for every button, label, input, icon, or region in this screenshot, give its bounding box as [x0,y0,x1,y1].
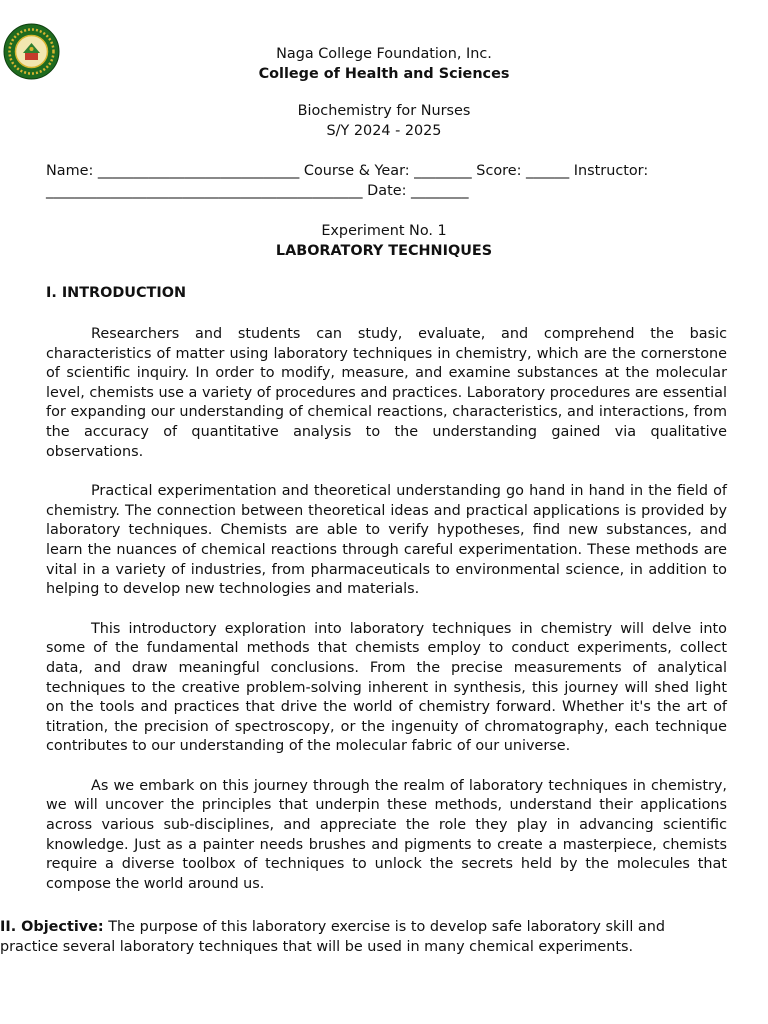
introduction-body [46,325,727,894]
school-year: S/Y 2024 - 2025 [326,122,442,139]
college-name: College of Health and Sciences [258,65,510,82]
objective-text: The purpose of this laboratory exercise is to develop safe laboratory skill and practice several laboratory techniques that will be used in many chemical experiments. [0,919,665,955]
info-line-2: ____________________________________________ Date: ________ [46,182,469,199]
experiment-heading [0,222,768,261]
course-title: Biochemistry for Nurses [297,103,471,120]
info-line-1: Name: ____________________________ Course & Year: ________ Score: ______ Instructor: [46,163,649,179]
institution-name: Naga College Foundation, Inc. [276,46,492,62]
objective-label: II. Objective: [0,919,104,935]
document-header [0,45,768,141]
objective-section [0,918,720,957]
intro-paragraph: This introductory exploration into laboratory techniques in chemistry will delve into some of the fundamental methods that chemists employ to conduct experiments, collect data, and draw meaningful conclusions. From the precise measurements of analytical techniques to the creative problem-solving inherent in synthesis, this journey will shed light on the tools and practices that drive the world of chemistry forward. Whether it's the art of titration, the precision of spectroscopy, or the ingenuity of chromatography, each technique contributes to our understanding of the molecular fabric of our universe. [46,620,727,755]
student-info-fields [46,162,726,201]
introduction-heading: I. INTRODUCTION [46,285,186,301]
experiment-title: LABORATORY TECHNIQUES [275,242,493,259]
experiment-number: Experiment No. 1 [321,223,447,239]
intro-paragraph: As we embark on this journey through the realm of laboratory techniques in chemistry, we will uncover the principles that underpin these methods, understand their applications across various sub-disciplines, and appreciate the role they play in advancing scientific knowledge. Just as a painter needs brushes and pigments to create a masterpiece, chemists require a diverse toolbox of techniques to unlock the secrets held by the molecules that compose the world around us. [46,777,727,892]
intro-paragraph: Researchers and students can study, evaluate, and comprehend the basic characteristics of matter using laboratory techniques in chemistry, which are the cornerstone of scientific inquiry. In order to modify, measure, and examine substances at the molecular level, chemists use a variety of procedures and practices. Laboratory procedures are essential for expanding our understanding of chemical reactions, characteristics, and interactions, from the accuracy of quantitative analysis to the understanding gained via qualitative observations. [46,326,727,460]
spacer [0,84,768,102]
intro-paragraph: Practical experimentation and theoretical understanding go hand in hand in the field of chemistry. The connection between theoretical ideas and practical applications is provided by laboratory techniques. Chemists are able to verify hypotheses, find new substances, and learn the nuances of chemical reactions through careful experimentation. These methods are vital in a variety of industries, from pharmaceuticals to environmental science, in addition to helping to develop new technologies and materials. [46,483,727,598]
